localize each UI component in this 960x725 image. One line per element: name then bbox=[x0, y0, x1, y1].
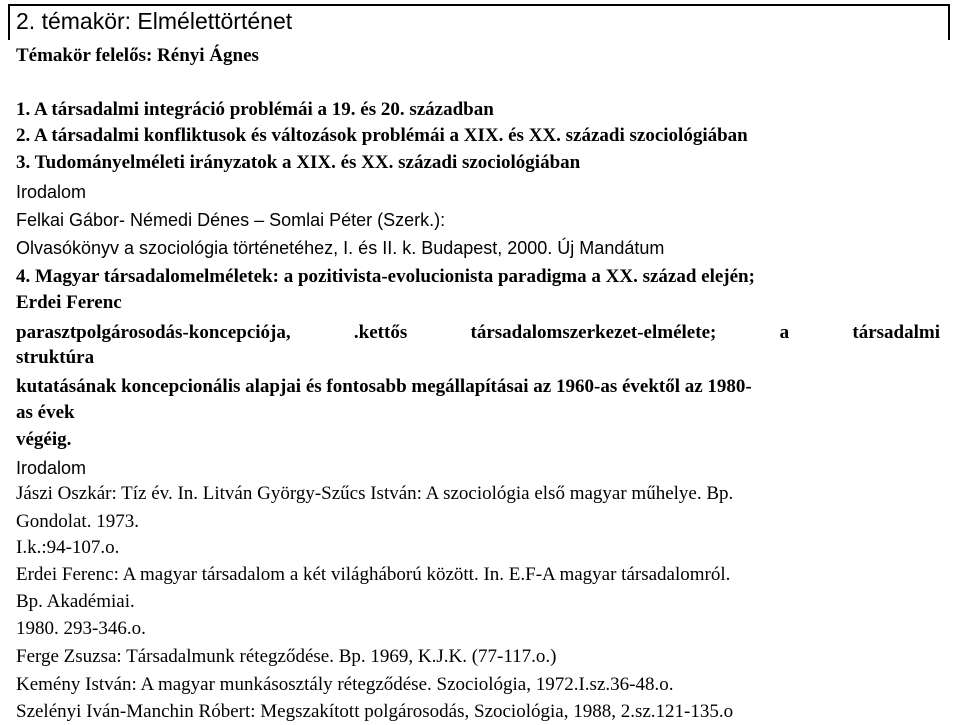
topic-4c-part: társadalomszerkezet-elmélete; bbox=[470, 322, 717, 343]
topic-4d: struktúra bbox=[16, 347, 95, 368]
topic-responsible: Témakör felelős: Rényi Ágnes bbox=[16, 45, 259, 66]
reference-2c: I.k.:94-107.o. bbox=[16, 537, 120, 558]
literature-heading-2: Irodalom bbox=[16, 458, 87, 478]
topic-1: 1. A társadalmi integráció problémái a 19. és 20. században bbox=[16, 99, 494, 120]
reference-2a: Jászi Oszkár: Tíz év. In. Litván György-Szűcs István: A szociológia első magyar műhelye. Bp. bbox=[16, 483, 734, 504]
topic-2: 2. A társadalmi konfliktusok és változások problémái a XIX. és XX. századi szociológiában bbox=[16, 125, 748, 146]
reference-6: Szelényi Iván-Manchin Róbert: Megszakított polgárosodás, Szociológia, 1988, 2.sz.121-135.o bbox=[16, 701, 734, 722]
reference-2b: Gondolat. 1973. bbox=[16, 511, 139, 532]
topic-4c-part: társadalmi bbox=[852, 322, 940, 343]
topic-4c-part: a bbox=[779, 322, 790, 343]
reference-4: Ferge Zsuzsa: Társadalmunk rétegződése. Bp. 1969, K.J.K. (77-117.o.) bbox=[16, 646, 557, 667]
topic-4c-part: parasztpolgárosodás-koncepciója, bbox=[16, 322, 291, 343]
topic-4c bbox=[16, 321, 940, 345]
page-title: 2. témakör: Elmélettörténet bbox=[16, 8, 293, 34]
reference-3b: Bp. Akadémiai. bbox=[16, 591, 135, 612]
reference-1a: Felkai Gábor- Némedi Dénes – Somlai Péter (Szerk.): bbox=[16, 210, 446, 230]
reference-5: Kemény István: A magyar munkásosztály rétegződése. Szociológia, 1972.I.sz.36-48.o. bbox=[16, 674, 674, 695]
topic-4c-part: .kettős bbox=[353, 322, 408, 343]
topic-3: 3. Tudományelméleti irányzatok a XIX. és XX. századi szociológiában bbox=[16, 152, 581, 173]
topic-4a: 4. Magyar társadalomelméletek: a pozitivista-evolucionista paradigma a XX. század elején; bbox=[16, 266, 755, 287]
topic-4g: végéig. bbox=[16, 429, 72, 450]
topic-4e: kutatásának koncepcionális alapjai és fontosabb megállapításai az 1960-as évektől az 1980- bbox=[16, 376, 752, 397]
reference-3c: 1980. 293-346.o. bbox=[16, 618, 146, 639]
literature-heading: Irodalom bbox=[16, 182, 87, 202]
topic-4f: as évek bbox=[16, 402, 75, 423]
reference-1b: Olvasókönyv a szociológia történetéhez, I. és II. k. Budapest, 2000. Új Mandátum bbox=[16, 238, 665, 258]
topic-4b: Erdei Ferenc bbox=[16, 292, 122, 313]
reference-3a: Erdei Ferenc: A magyar társadalom a két világháború között. In. E.F-A magyar társadalomról. bbox=[16, 564, 731, 585]
